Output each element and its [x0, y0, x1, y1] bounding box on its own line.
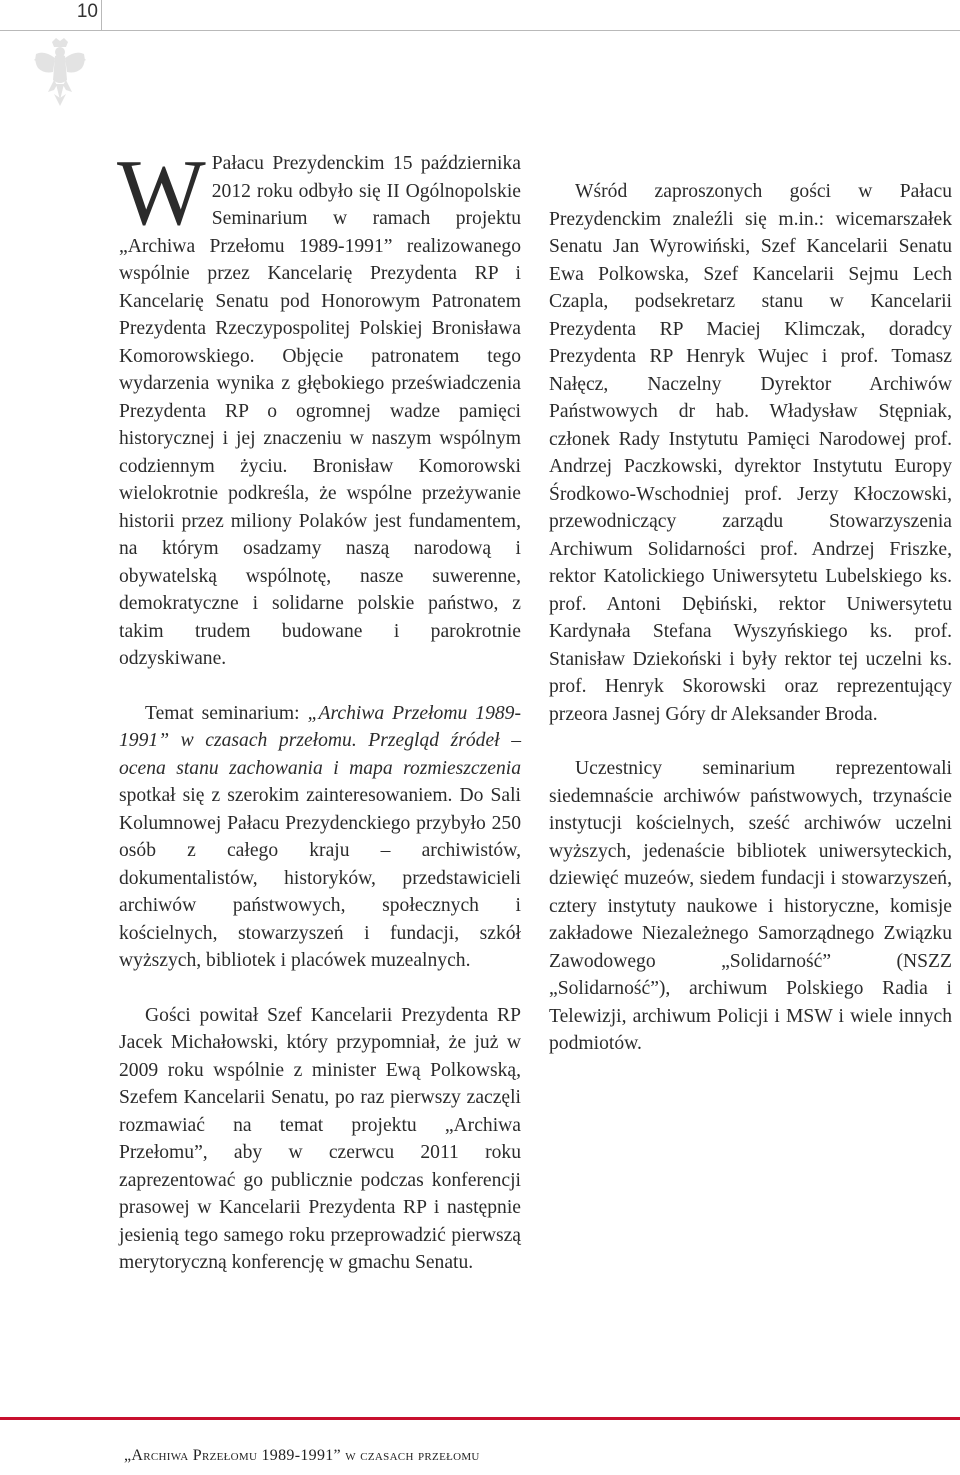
participants-paragraph: Uczestnicy seminarium reprezentowali siedemnaście archiwów państwowych, trzynaście instytucji kościelnych, sześć archiwów uczelni wyższych, jedenaście bibliotek uniwersyteckich, dziewięć muzeów, siedem fundacji i stowarzyszeń, cztery instytuty naukowe i historyczne, komisje zakładowe Niezależnego Samorządnego Związku Zawodowego „Solidarność” (NSZZ „Solidarność”), archiwum Polskiego Radia i Telewizji, archiwum Policji i MSW i wiele innych podmiotów. — [549, 758, 952, 1054]
footer-title: Archiwa Przełomu 1989-1991” — [131, 1447, 341, 1464]
polish-eagle-emblem-icon — [32, 36, 88, 110]
page-number: 10 — [76, 1, 98, 22]
running-footer — [124, 1447, 480, 1465]
seminar-topic-paragraph — [119, 700, 521, 975]
footer-rule — [0, 1417, 960, 1420]
drop-cap: W — [117, 141, 206, 245]
footer-subtitle: w czasach przełomu — [345, 1447, 480, 1464]
intro-paragraph-text: Pałacu Prezydenckim 15 października 2012 roku odbyło się II Ogólnopolskie Seminarium w ramach projektu „Archiwa Przełomu 1989-1991” realizowanego wspólnie przez Kancelarię Prezydenta RP i Kancelarię Senatu pod Honorowym Patronatem Prezydenta Rzeczypospolitej Polskiej Bronisława Komorowskiego. Objęcie patronatem tego wydarzenia wynika z głębokiego przeświadczenia Prezydenta RP o ogromnej wadze pamięci historycznej i jej znaczeniu w naszym wspólnym codziennym życiu. Bronisław Komorowski wielokrotnie podkreśla, że wspólne przeżywanie historii przez miliony Polaków jest fundamentem, na którym osadzamy naszą narodową i obywatelską wspólnotę, nasze suwerenne, demokratyczne i solidarne polskie państwo, z takim trudem budowane i parokrotnie odzyskiwane. — [119, 153, 521, 669]
seminar-topic-lead: Temat seminarium: — [145, 702, 308, 724]
guests-paragraph: Wśród zaproszonych gości w Pałacu Prezydenckim znaleźli się m.in.: wicemarszałek Senatu Jan Wyrowiński, Szef Kancelarii Senatu Ewa Polkowska, Szef Kancelarii Sejmu Lech Czapla, podsekretarz stanu w Kancelarii Prezydenta RP Maciej Klimczak, doradcy Prezydenta RP Henryk Wujec i prof. Tomasz Nałęcz, Naczelny Dyrektor Archiwów Państwowych dr hab. Władysław Stępniak, członek Rady Instytutu Pamięci Narodowej prof. Andrzej Paczkowski, dyrektor Instytutu Europy Środkowo-Wschodniej prof. Jerzy Kłoczowski, przewodniczący zarządu Stowarzyszenia Archiwum Solidarności prof. Andrzej Friszke, rektor Katolickiego Uniwersytetu Lubelskiego ks. prof. Antoni Dębiński, rektor Uniwersytetu Kardynała Stefana Wyszyńskiego ks. prof. Stanisław Dziekoński i były rektor tej uczelni ks. prof. Henryk Skorowski oraz reprezentujący przeora Jasnej Góry dr Aleksander Broda. — [549, 181, 952, 725]
seminar-topic-rest: spotkał się z szerokim zainteresowaniem. Do Sali Kolumnowej Pałacu Prezydenckiego przybyło 250 osób z całego kraju – archiwistów, dokumentalistów, historyków, przedstawicieli archiwów państwowych, społecznych i kościelnych, stowarzyszeń i fundacji, szkół wyższych, bibliotek i placówek muzealnych. — [119, 785, 521, 971]
intro-paragraph — [117, 141, 521, 673]
left-column — [117, 141, 521, 1277]
seminar-topic-title: „Archiwa Przełomu 1989-1991” w czasach przełomu. Przegląd źródeł – ocena stanu zachowania i mapa rozmieszczenia — [119, 702, 521, 779]
right-column — [549, 178, 952, 1058]
welcome-paragraph: Gości powitał Szef Kancelarii Prezydenta RP Jacek Michałowski, który przypomniał, że już w 2009 roku wspólnie z minister Ewą Polkowską, Szefem Kancelarii Senatu, po raz pierwszy zaczęli rozmawiać na temat projektu „Archiwa Przełomu”, aby w czerwcu 2011 roku zaprezentować go publicznie podczas konferencji prasowej w Kancelarii Prezydenta RP i następnie jesienią tego samego roku przeprowadzić pierwszą merytoryczną konferencję w gmachu Senatu. — [119, 1004, 521, 1273]
top-rule — [0, 30, 960, 31]
footer-quote-open: „ — [124, 1447, 132, 1464]
